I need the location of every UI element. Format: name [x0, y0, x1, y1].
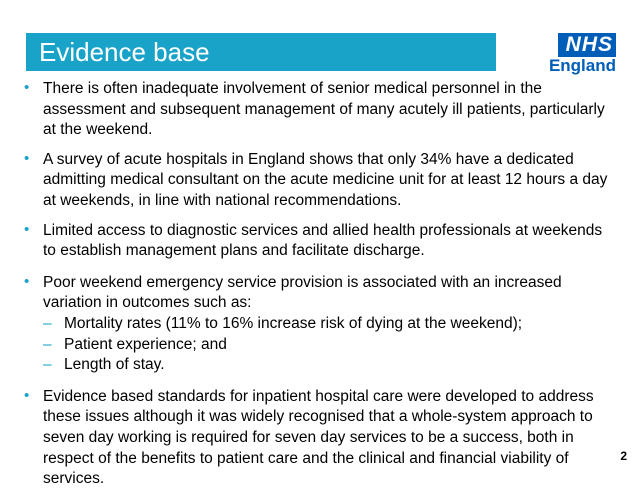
title-bar — [26, 33, 496, 71]
sub-bullet-marker: – — [43, 356, 52, 374]
bullet-marker: • — [24, 149, 30, 167]
sub-bullet-item — [22, 355, 612, 376]
nhs-logo-text: NHS — [565, 33, 613, 56]
bullet-item — [22, 273, 612, 314]
bullet-item — [22, 150, 612, 212]
bullet-text: There is often inadequate involvement of senior medical personnel in the assessment and subsequent management of many acutely ill patients, particularly at the weekend. — [43, 80, 605, 139]
bullet-text: Evidence based standards for inpatient hospital care were developed to address these issues although it was widely recognised that a whole-system approach to seven day working is required for seven day services to be a success, both in respect of the benefits to patient care and the clinical and financial viability of services. — [43, 387, 594, 488]
bullet-item — [22, 387, 612, 490]
nhs-logo-box — [558, 33, 616, 57]
bullet-text: Poor weekend emergency service provision is associated with an increased variation in outcomes such as: — [43, 273, 562, 312]
bullet-item — [22, 79, 612, 141]
england-logo-text: England — [548, 56, 616, 75]
bullet-text: A survey of acute hospitals in England shows that only 34% have a dedicated admitting medical consultant on the acute medicine unit for at least 12 hours a day at weekends, in line with national recommendations. — [43, 150, 608, 209]
sub-bullet-text: Mortality rates (11% to 16% increase risk of dying at the weekend); — [64, 314, 523, 332]
bullet-marker: • — [24, 79, 30, 96]
bullet-marker: • — [24, 220, 30, 238]
sub-bullet-text: Patient experience; and — [64, 335, 227, 353]
sub-bullet-text: Length of stay. — [64, 356, 165, 374]
sub-bullet-marker: – — [43, 335, 52, 353]
slide-title: Evidence base — [39, 37, 210, 67]
sub-bullet-item — [22, 335, 612, 356]
bullet-text: Limited access to diagnostic services and allied health professionals at weekends to establish management plans and facilitate discharge. — [43, 221, 603, 260]
nhs-england-logo — [542, 33, 616, 77]
bullet-list — [22, 79, 612, 490]
bullet-item — [22, 221, 612, 262]
sub-bullet-item — [22, 314, 612, 335]
page-number: 2 — [620, 449, 627, 463]
bullet-marker: • — [24, 386, 30, 404]
bullet-marker: • — [24, 272, 30, 290]
sub-bullet-marker: – — [43, 314, 52, 332]
